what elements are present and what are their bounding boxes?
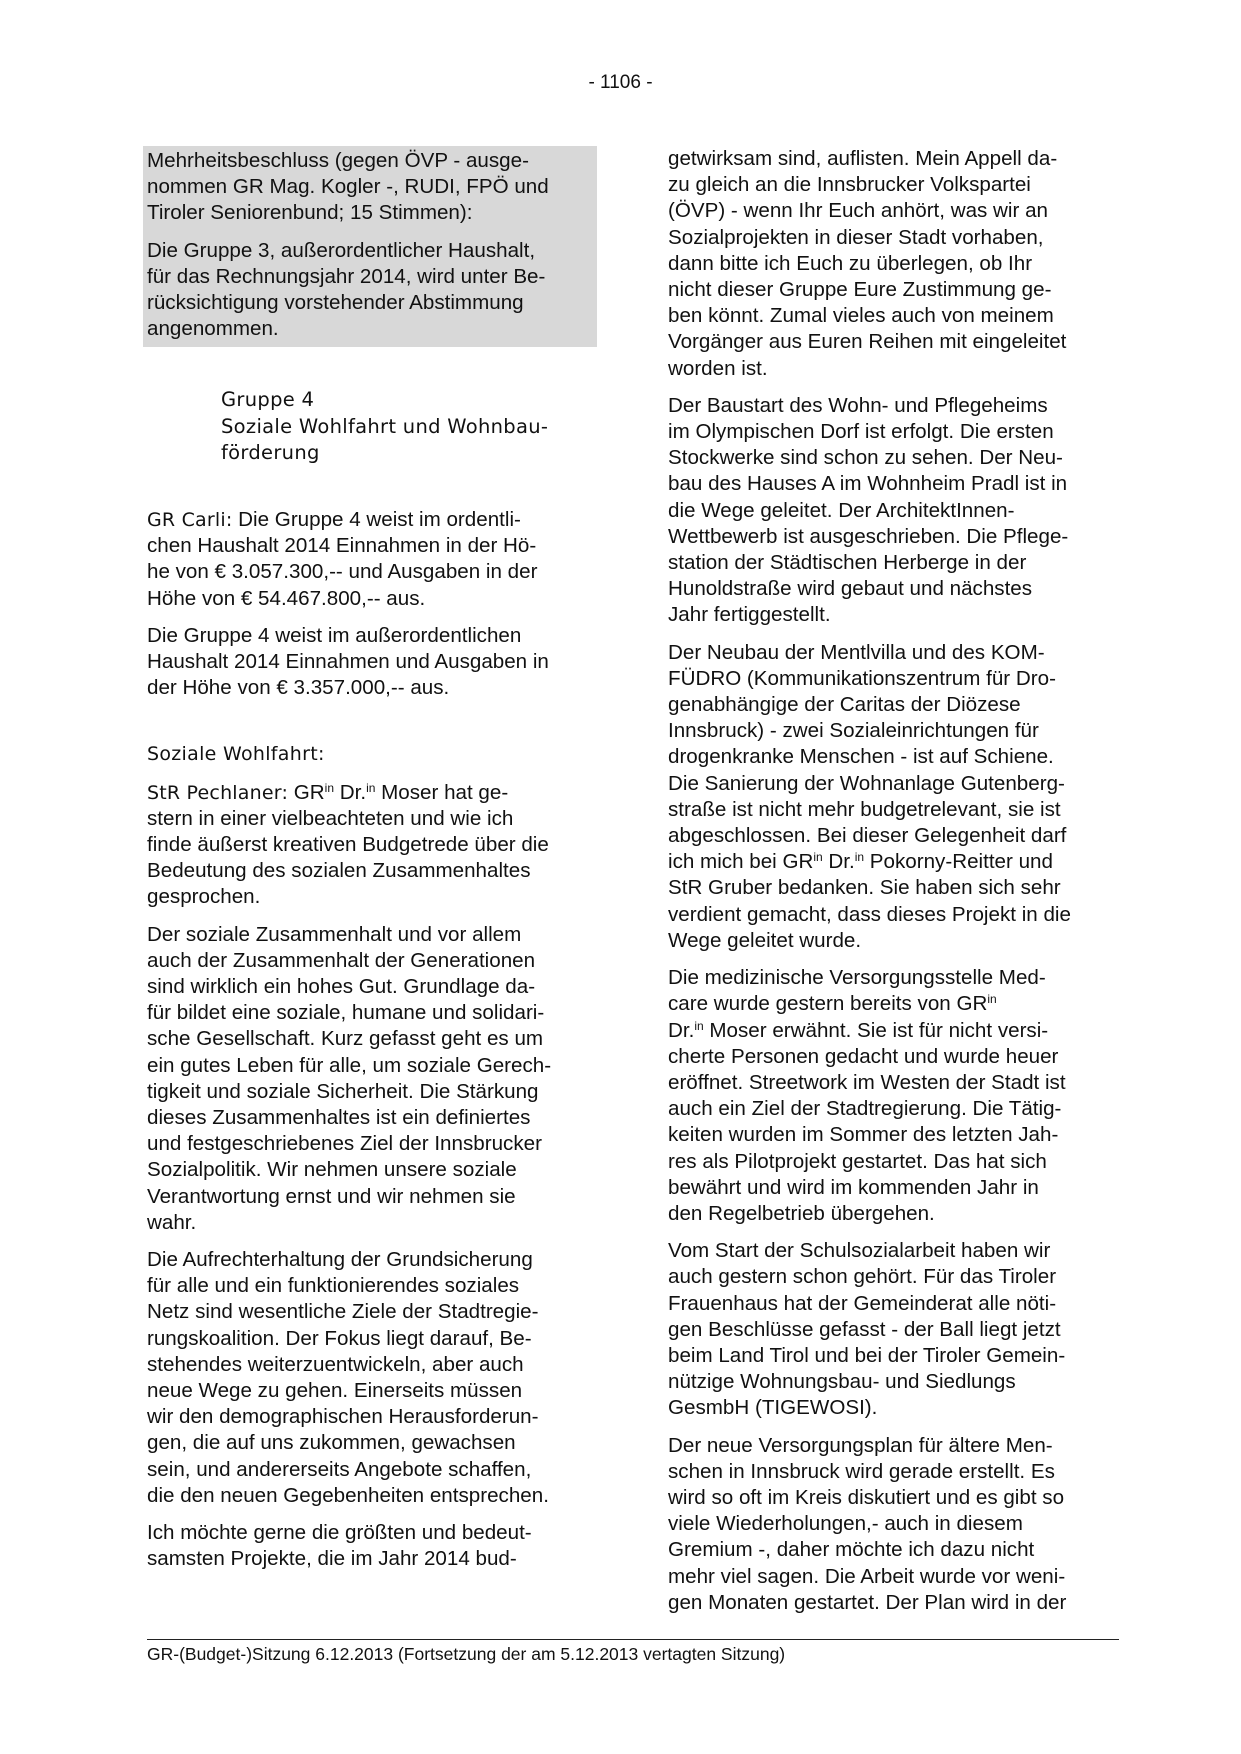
paragraph-cohesion: Der soziale Zusammenhalt und vor allem auch der Zusammenhalt der Generationen sind wirklich ein hohes Gut. Grundlage da- für bildet eine soziale, humane und solidari- sche Gesellschaft. Kurz gefasst geht es um ein gutes Leben für alle, um soziale Gerech- tigkeit und soziale Sicherheit. Die Stärkung dieses Zusammenhaltes ist ein definiertes und festgeschriebenes Ziel der Innsbrucker Sozialpolitik. Wir nehmen unsere soziale Verantwortung ernst und wir nehmen sie wahr. xyxy=(147,922,552,1234)
section-heading: Soziale Wohlfahrt: xyxy=(147,743,325,766)
speaker-name: GR Carli: xyxy=(147,508,233,531)
paragraph-appeal: getwirksam sind, auflisten. Mein Appell da- zu gleich an die Innsbrucker Volkspartei (ÖVP) - wenn Ihr Euch anhört, was wir an Sozialprojekten in dieser Stadt vorhaben, dann bitte ich Euch zu überlegen, ob Ihr nicht dieser Gruppe Eure Zustimmung ge- ben könnt. Zumal vieles auch von meinem Vorgänger aus Euren Reihen mit eingeleitet worden ist. xyxy=(668,147,1067,380)
paragraph-projects: Ich möchte gerne die größten und bedeut- samsten Projekte, die im Jahr 2014 bud- xyxy=(147,1521,532,1571)
paragraph-extraordinary-budget: Die Gruppe 4 weist im außerordentlichen Haushalt 2014 Einnahmen und Ausgaben in der Höhe von € 3.357.000,-- aus. xyxy=(147,623,549,700)
left-column xyxy=(147,146,597,1583)
group-heading xyxy=(221,387,597,467)
resolution-decision-text: Die Gruppe 3, außerordentlicher Haushalt, für das Rechnungsjahr 2014, wird unter Be- rücksichtigung vorstehender Abstimmung angenommen. xyxy=(147,238,546,341)
resolution-highlight-box xyxy=(143,146,597,347)
paragraph-mentlvilla: Der Neubau der Mentlvilla und des KOM- FÜDRO (Kommunikationszentrum für Dro- genabhängige der Caritas der Diözese Innsbruck) - zwei Sozialeinrichtungen für drogenkranke Menschen - ist auf Schiene. Die Sanierung der Wohnanlage Gutenberg- straße ist nicht mehr budgetrelevant, sie ist abgeschlossen. Bei dieser Gelegenheit darf ich mich bei $GR^{in}$ Dr.$^{in}$ Pokorny-Reitter und StR Gruber bedanken. Sie haben sich sehr verdient gemacht, dass dieses Projekt in die Wege geleitet wurde. xyxy=(668,640,1071,952)
page-number: - 1106 - xyxy=(588,72,653,93)
pechlaner-paragraph: StR Pechlaner: $GR^{in}$ Dr.$^{in}$ Moser hat ge- stern in einer vielbeachteten und wie ich finde äußerst kreativen Budgetrede über die Bedeutung des sozialen Zusammenhaltes gesprochen. xyxy=(147,780,549,909)
speaker-name: StR Pechlaner: xyxy=(147,781,289,804)
paragraph-medcare: Die medizinische Versorgungsstelle Med- care wurde gestern bereits von $GR^{in}$ Dr.$^{in}$ Moser erwähnt. Sie ist für nicht versi- cherte Personen gedacht und wurde heuer eröffnet. Streetwork im Westen der Stadt ist auch ein Ziel der Stadtregierung. Die Tätig- keiten wurden im Sommer des letzten Jah- res als Pilotprojekt gestartet. Das hat sich bewährt und wird im kommenden Jahr in den Regelbetrieb übergehen. xyxy=(668,966,1066,1225)
group-subtitle: Soziale Wohlfahrt und Wohnbau- förderung xyxy=(221,414,549,465)
paragraph-care-plan: Der neue Versorgungsplan für ältere Men- schen in Innsbruck wird gerade erstellt. Es wird so oft im Kreis diskutiert und es gibt so viele Wiederholungen,- auch in diesem Gremium -, daher möchte ich dazu nicht mehr viel sagen. Die Arbeit wurde vor weni- gen Monaten gestartet. Der Plan wird in der xyxy=(668,1433,1067,1614)
paragraph-basic-security: Die Aufrechterhaltung der Grundsicherung für alle und ein funktionierendes soziales Netz sind wesentliche Ziele der Stadtregie- rungskoalition. Der Fokus liegt darauf, Be- stehendes weiterzuentwickeln, aber auch neue Wege zu gehen. Einerseits müssen wir den demographischen Herausforderun- gen, die auf uns zukommen, gewachsen sein, und andererseits Angebote schaffen, die den neuen Gegebenheiten entsprechen. xyxy=(147,1248,549,1507)
group-title: Gruppe 4 xyxy=(221,388,315,412)
paragraph-construction-start: Der Baustart des Wohn- und Pflegeheims im Olympischen Dorf ist erfolgt. Die ersten Stockwerke sind schon zu sehen. Der Neu- bau des Hauses A im Wohnheim Pradl ist in die Wege geleitet. Der ArchitektInnen- Wettbewerb ist ausgeschrieben. Die Pflege- station der Städtischen Herberge in der Hunoldstraße wird gebaut und nächstes Jahr fertiggestellt. xyxy=(668,393,1069,627)
carli-paragraph: GR Carli: Die Gruppe 4 weist im ordentli- chen Haushalt 2014 Einnahmen in der Hö- he von € 3.057.300,-- und Ausgaben in der Höhe von € 54.467.800,-- aus. xyxy=(147,507,538,610)
paragraph-school-social-work: Vom Start der Schulsozialarbeit haben wir auch gestern schon gehört. Für das Tiroler Frauenhaus hat der Gemeinderat alle nöti- gen Beschlüsse gefasst - der Ball liegt jetzt beim Land Tirol und bei der Tiroler Gemein- nützige Wohnungsbau- und Siedlungs GesmbH (TIGEWOSI). xyxy=(668,1239,1066,1420)
footer-divider xyxy=(147,1639,1119,1640)
footer-text: GR-(Budget-)Sitzung 6.12.2013 (Fortsetzung der am 5.12.2013 vertagten Sitzung) xyxy=(147,1644,786,1664)
resolution-vote-text: Mehrheitsbeschluss (gegen ÖVP - ausge- nommen GR Mag. Kogler -, RUDI, FPÖ und Tiroler Seniorenbund; 15 Stimmen): xyxy=(147,149,549,225)
right-column xyxy=(668,146,1120,1627)
